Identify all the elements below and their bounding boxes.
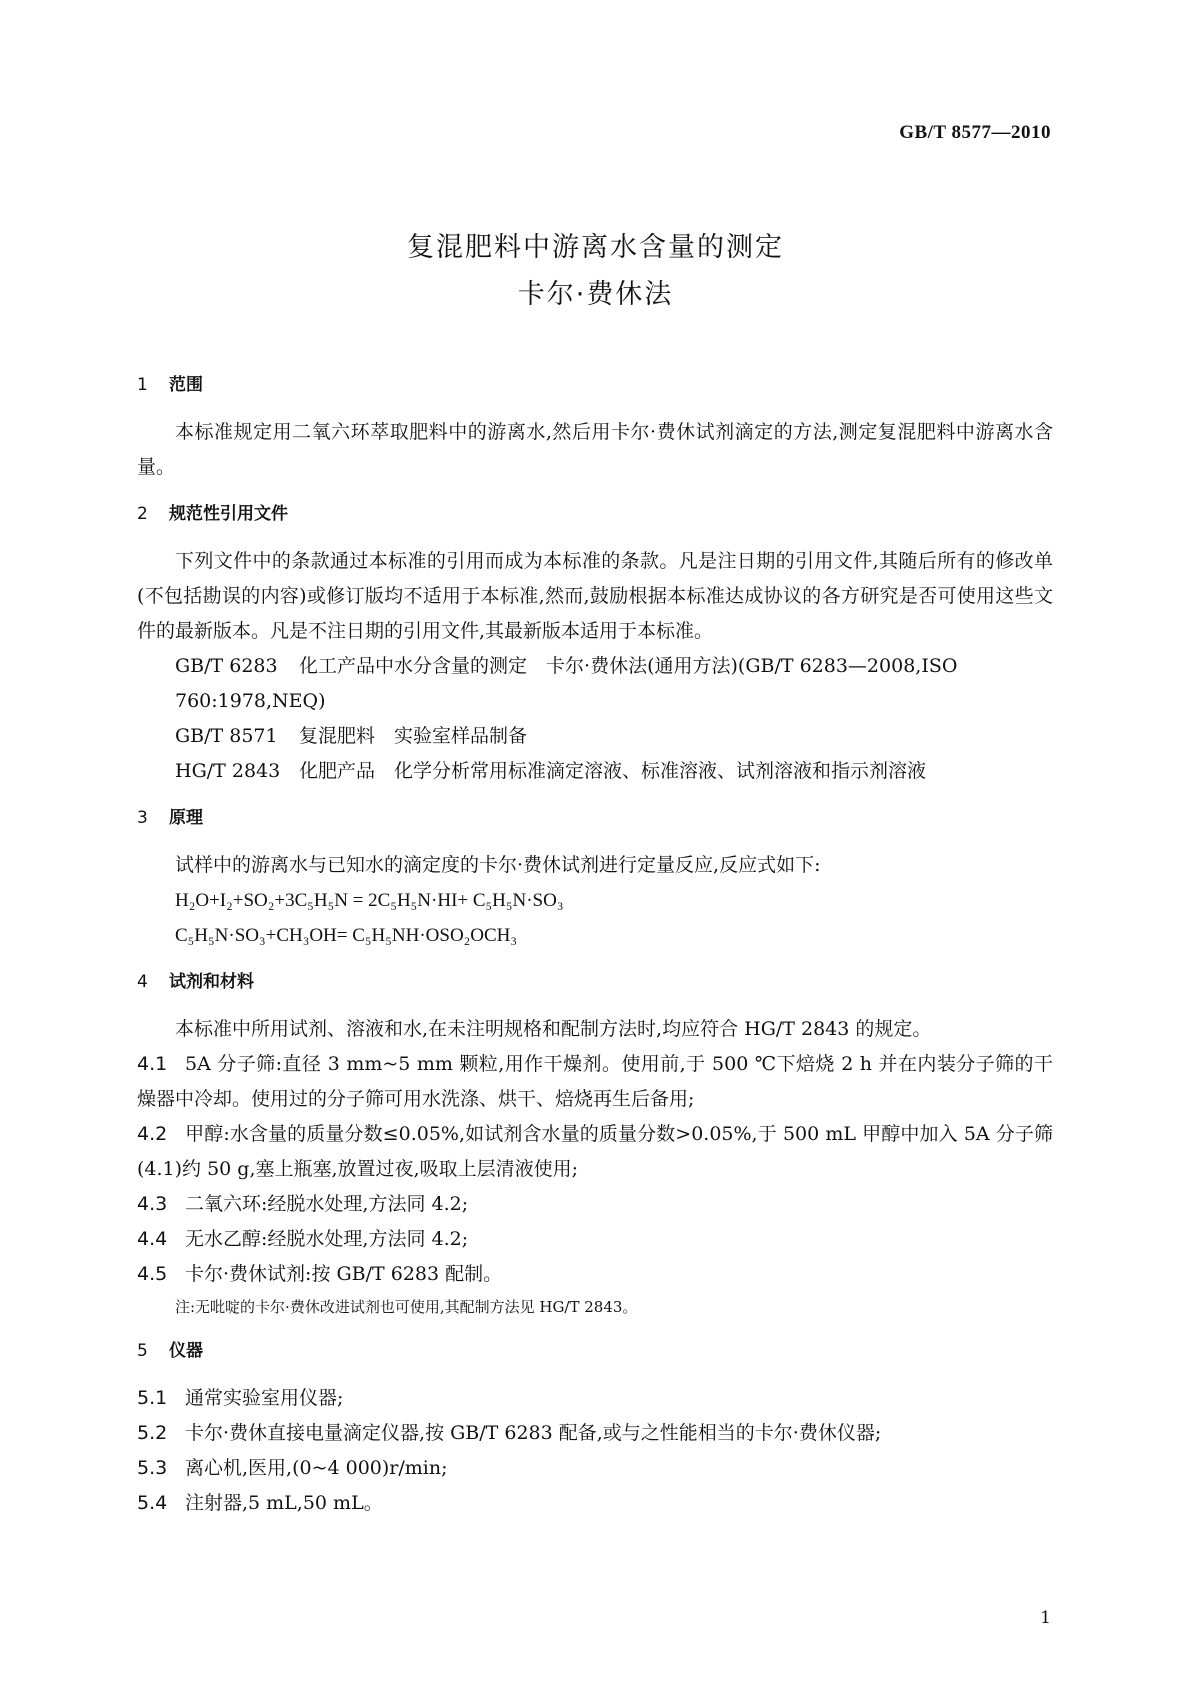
document-subtitle: 卡尔·费休法: [517, 279, 674, 310]
document-title: 复混肥料中游离水含量的测定: [407, 232, 784, 263]
reagent-item: 4.4 无水乙醇:经脱水处理,方法同 4.2;: [137, 1228, 469, 1250]
reagent-note: 注:无吡啶的卡尔·费休改进试剂也可使用,其配制方法见 HG/T 2843。: [175, 1298, 638, 1316]
reagents-paragraph: 本标准中所用试剂、溶液和水,在未注明规格和配制方法时,均应符合 HG/T 2843 的规定。: [175, 1018, 932, 1040]
document-body: [137, 368, 1053, 1521]
section-heading-references: 2 规范性引用文件: [137, 504, 288, 524]
reaction-equation-1: H₂O+I₂+SO₂+3C₅H₅N = 2C₅H₅N·HI+ C₅H₅N·SO₃: [175, 890, 564, 911]
references-paragraph: 下列文件中的条款通过本标准的引用而成为本标准的条款。凡是注日期的引用文件,其随后所有的修改单(不包括勘误的内容)或修订版均不适用于本标准,然而,鼓励根据本标准达成协议的各方研究是否可使用这些文件的最新版本。凡是不注日期的引用文件,其最新版本适用于本标准。: [137, 550, 1053, 642]
section-heading-reagents: 4 试剂和材料: [137, 972, 254, 992]
reference-item: GB/T 8571 复混肥料 实验室样品制备: [175, 725, 528, 747]
reagent-item: 4.2 甲醇:水含量的质量分数≤0.05%,如试剂含水量的质量分数>0.05%,于 500 mL 甲醇中加入 5A 分子筛(4.1)约 50 g,塞上瓶塞,放置过夜,吸取上层清液使用;: [137, 1123, 1053, 1180]
section-heading-principle: 3 原理: [137, 808, 203, 828]
page-number: 1: [1040, 1608, 1051, 1628]
section-heading-apparatus: 5 仪器: [137, 1341, 203, 1361]
reaction-equation-2: C₅H₅N·SO₃+CH₃OH= C₅H₅NH·OSO₂OCH₃: [175, 925, 518, 946]
reagent-item: 4.1 5A 分子筛:直径 3 mm~5 mm 颗粒,用作干燥剂。使用前,于 500 ℃下焙烧 2 h 并在内装分子筛的干燥器中冷却。使用过的分子筛可用水洗涤、烘干、焙烧再生后备用;: [137, 1053, 1053, 1110]
reagent-item: 4.3 二氧六环:经脱水处理,方法同 4.2;: [137, 1193, 469, 1215]
apparatus-item: 5.1 通常实验室用仪器;: [137, 1387, 344, 1409]
principle-paragraph: 试样中的游离水与已知水的滴定度的卡尔·费休试剂进行定量反应,反应式如下:: [175, 854, 821, 876]
apparatus-item: 5.3 离心机,医用,(0~4 000)r/min;: [137, 1457, 448, 1479]
standard-code: GB/T 8577—2010: [899, 122, 1051, 143]
apparatus-item: 5.4 注射器,5 mL,50 mL。: [137, 1492, 383, 1514]
reference-item: HG/T 2843 化肥产品 化学分析常用标准滴定溶液、标准溶液、试剂溶液和指示剂溶液: [175, 760, 927, 782]
reagent-item: 4.5 卡尔·费休试剂:按 GB/T 6283 配制。: [137, 1263, 503, 1285]
section-heading-scope: 1 范围: [137, 375, 203, 395]
apparatus-item: 5.2 卡尔·费休直接电量滴定仪器,按 GB/T 6283 配备,或与之性能相当的卡尔·费休仪器;: [137, 1422, 882, 1444]
reference-item: GB/T 6283 化工产品中水分含量的测定 卡尔·费休法(通用方法)(GB/T 6283—2008,ISO 760:1978,NEQ): [175, 655, 958, 712]
scope-paragraph: 本标准规定用二氧六环萃取肥料中的游离水,然后用卡尔·费休试剂滴定的方法,测定复混肥料中游离水含量。: [137, 421, 1053, 478]
